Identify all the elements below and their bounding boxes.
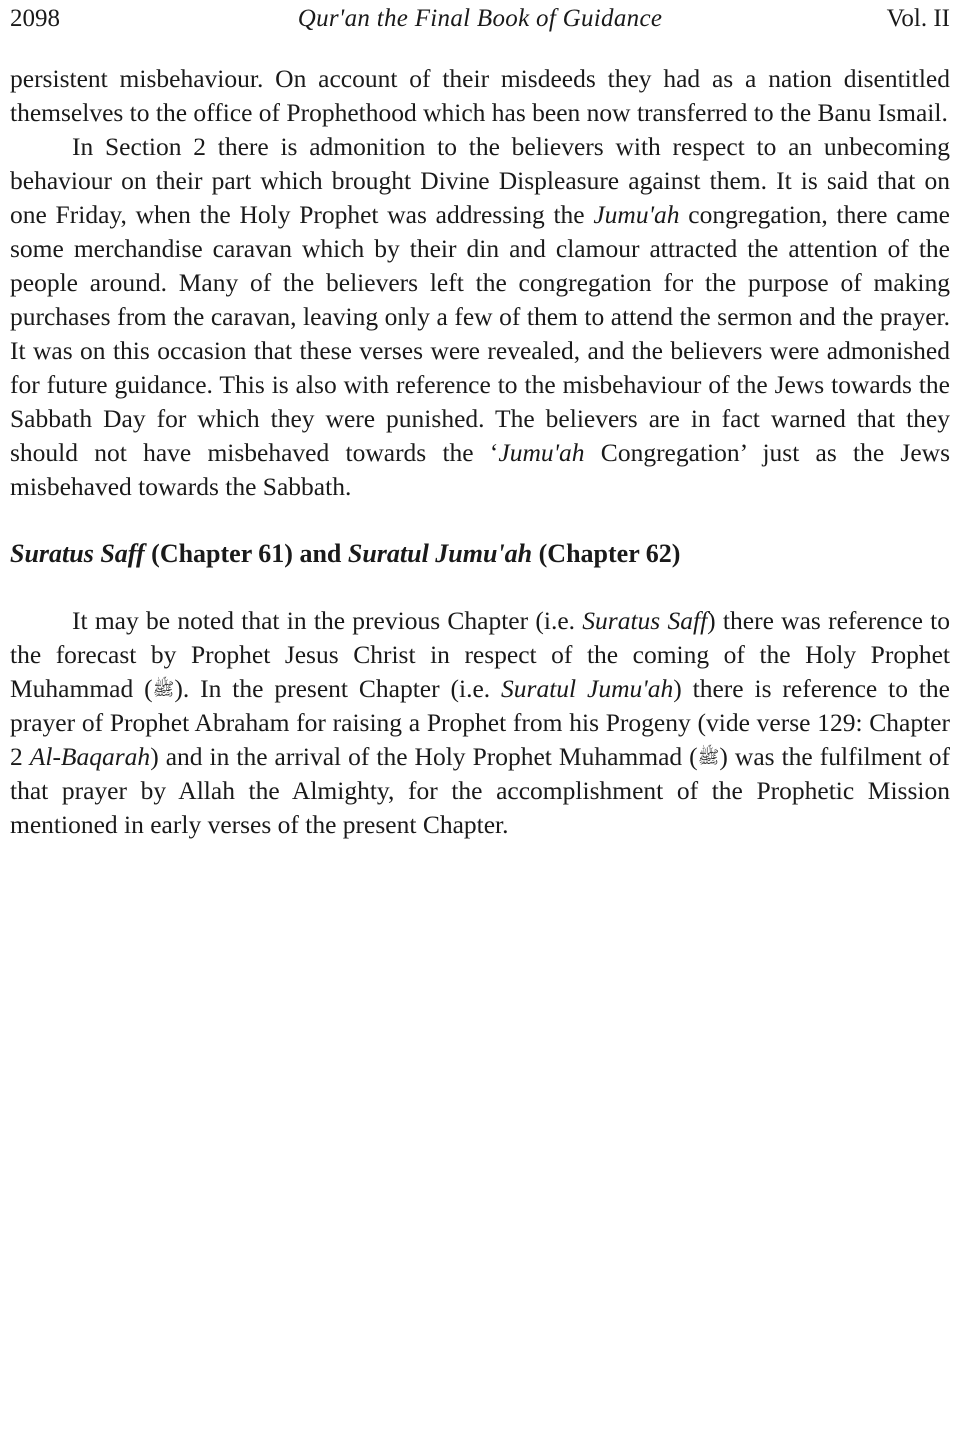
heading-surah-jumuah: Suratul Jumu'ah <box>347 539 533 568</box>
paragraph-3 <box>10 604 950 842</box>
salutation-glyph: ﷺ <box>697 747 720 767</box>
paragraph-2-part-c: Congregation’ just as the Jews misbehaved towards the Sabbath. <box>10 438 950 501</box>
jumuah-term: Jumu'ah <box>498 438 585 467</box>
surah-jumuah-term: Suratul Jumu'ah <box>501 674 674 703</box>
paragraph-1-text: persistent misbehaviour. On account of their misdeeds they had as a nation disentitled themselves to the office of Prophethood which has been now transferred to the Banu Ismail. <box>10 64 950 127</box>
heading-chapter-61: (Chapter 61) and <box>144 539 348 568</box>
page-body <box>10 62 950 842</box>
paragraph-3-part-f: ) was the fulfilment of that prayer by Allah the Almighty, for the accomplishment of the Prophetic Mission mentioned in early verses of the present Chapter. <box>10 742 950 839</box>
heading-surah-saff: Suratus Saff <box>10 539 145 568</box>
section-heading <box>10 536 950 572</box>
paragraph-3-part-b: ) there was reference to the forecast by Prophet Jesus Christ in respect of the coming of the Holy Prophet Muhammad ( <box>10 606 951 703</box>
al-baqarah-term: Al-Baqarah <box>29 742 151 771</box>
jumuah-term: Jumu'ah <box>593 200 680 229</box>
volume-label: Vol. II <box>886 5 950 32</box>
paragraph-2-part-b: congregation, there came some merchandise caravan which by their din and clamour attracted the attention of the people around. Many of the believers left the congregation for the purpose of making purchases from the caravan, leaving only a few of them to attend the sermon and the prayer. It was on this occasion that these verses were revealed, and the believers were admonished for future guidance. This is also with reference to the misbehaviour of the Jews towards the Sabbath Day for which they were punished. The believers are in fact warned that they should not have misbehaved towards the ‘ <box>10 200 950 467</box>
running-header <box>10 2 950 36</box>
heading-chapter-62: (Chapter 62) <box>532 539 681 568</box>
paragraph-2 <box>10 130 950 504</box>
paragraph-3-part-c: ). In the present Chapter (i.e. <box>174 674 502 703</box>
surah-saff-term: Suratus Saff <box>582 606 708 635</box>
paragraph-2-part-a: In Section 2 there is admonition to the believers with respect to an unbecoming behaviour on their part which brought Divine Displeasure against them. It is said that on one Friday, when the Holy Prophet was addressing the <box>10 132 950 229</box>
book-title: Qur'an the Final Book of Guidance <box>297 5 663 32</box>
salutation-glyph: ﷺ <box>152 679 175 699</box>
paragraph-3-part-d: ) there is reference to the prayer of Prophet Abraham for raising a Prophet from his Progeny (vide verse 129: Chapter 2 <box>10 674 950 771</box>
paragraph-1 <box>10 62 950 130</box>
page-number: 2098 <box>10 5 60 32</box>
paragraph-3-part-e: ) and in the arrival of the Holy Prophet Muhammad ( <box>150 742 698 771</box>
paragraph-3-part-a: It may be noted that in the previous Chapter (i.e. <box>72 606 583 635</box>
